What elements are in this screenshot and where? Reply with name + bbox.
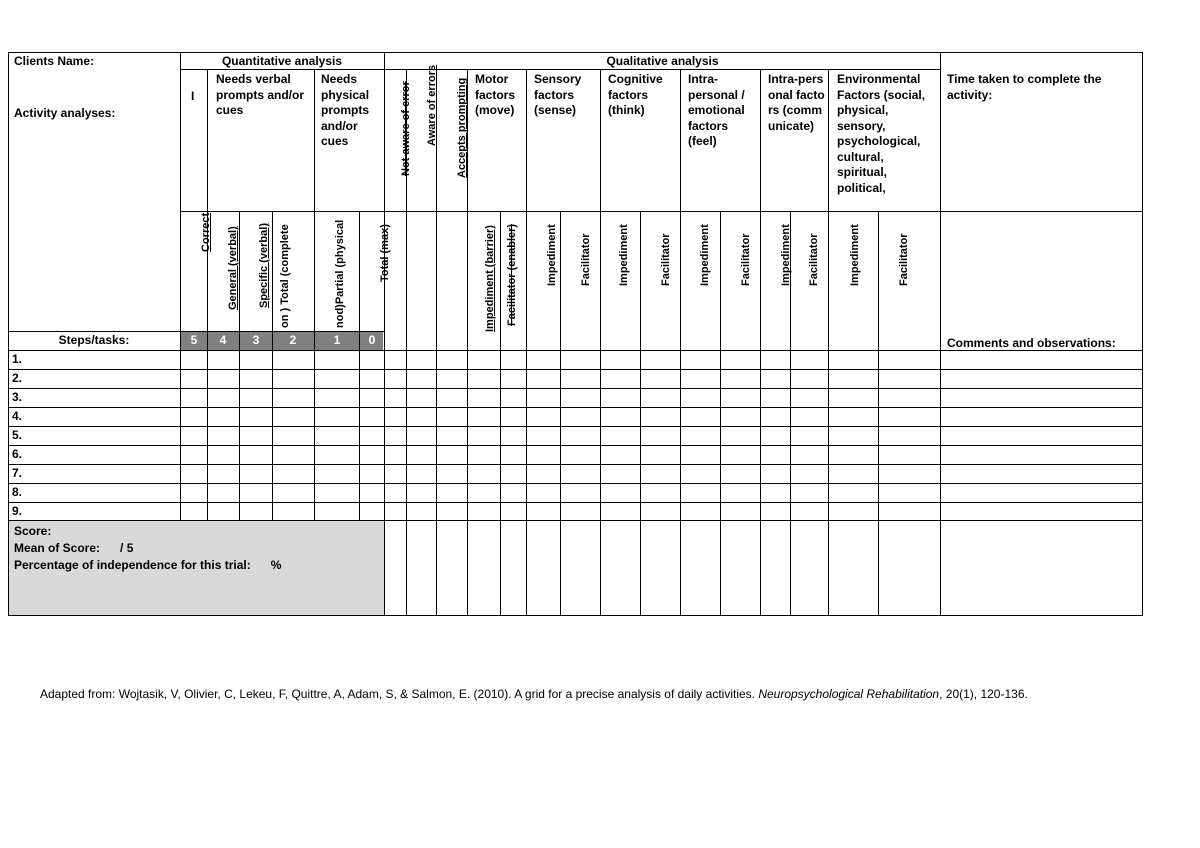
- sensory-factors-header: Sensory factors (sense): [534, 72, 582, 117]
- step-row-label: 7.: [12, 466, 23, 480]
- score-0: 0: [368, 333, 376, 347]
- journal-name: Neuropsychological Rehabilitation: [758, 687, 940, 701]
- step-row-label: 5.: [12, 428, 23, 442]
- score-4: 4: [219, 333, 227, 347]
- activity-analyses-label: Activity analyses:: [14, 106, 116, 120]
- score-label: Score:: [14, 524, 52, 538]
- steps-tasks-label: Steps/tasks:: [58, 333, 130, 347]
- impediment-subheader-sensory: Impediment: [546, 224, 558, 286]
- impediment-barrier-subheader: Impediment (barrier): [484, 225, 496, 332]
- citation-volume: , 20(1), 120-136.: [939, 687, 1028, 701]
- facilitator-subheader-cognitive: Facilitator: [660, 233, 672, 286]
- step-row-label: 4.: [12, 409, 23, 423]
- facilitator-enabler-subheader: Facilitator (enabler): [506, 223, 518, 326]
- partial-physical-subheader: nod)Partial (physical: [334, 219, 346, 328]
- score-2: 2: [289, 333, 297, 347]
- cognitive-factors-header: Cognitive factors (think): [608, 72, 663, 117]
- step-row-label: 1.: [12, 352, 23, 366]
- general-verbal-subheader: General (verbal): [227, 226, 239, 310]
- impediment-subheader-cognitive: Impediment: [618, 224, 630, 286]
- impediment-subheader-environmental: Impediment: [849, 224, 861, 286]
- score-scale-shading: [180, 331, 383, 350]
- qualitative-analysis-header: Qualitative analysis: [606, 54, 719, 68]
- clients-name-label: Clients Name:: [14, 54, 95, 68]
- step-row-label: 2.: [12, 371, 23, 385]
- step-row-label: 6.: [12, 447, 23, 461]
- mean-score-label: Mean of Score: / 5: [14, 541, 134, 555]
- quantitative-analysis-header: Quantitative analysis: [221, 54, 343, 68]
- score-5: 5: [190, 333, 198, 347]
- environmental-factors-header: Environmental Factors (social, physical, sensory, psychological, cultural, spiritual, political,: [837, 72, 926, 195]
- facilitator-subheader-emotional: Facilitator: [740, 233, 752, 286]
- impediment-subheader-emotional: Impediment: [699, 224, 711, 286]
- motor-factors-header: Motor factors (move): [475, 72, 516, 117]
- facilitator-subheader-environmental: Facilitator: [898, 233, 910, 286]
- independent-header: I: [191, 89, 195, 103]
- step-row-label: 9.: [12, 504, 23, 518]
- intra-emotional-header: Intra-personal / emotional factors (feel): [688, 72, 745, 148]
- comments-label: Comments and observations:: [947, 336, 1116, 350]
- specific-verbal-subheader: Specific (verbal): [258, 223, 270, 308]
- score-3: 3: [252, 333, 260, 347]
- facilitator-subheader-communicate: Facilitator: [808, 233, 820, 286]
- accepts-prompting-header: Accepts prompting: [456, 77, 468, 178]
- intra-communicate-header: Intra-personal factors (communicate): [768, 72, 825, 133]
- correct-subheader: Correct: [200, 212, 212, 252]
- percentage-independence-label: Percentage of independence for this trial: %: [14, 558, 282, 572]
- verbal-prompts-header: Needs verbal prompts and/or cues: [216, 72, 305, 117]
- score-1: 1: [333, 333, 341, 347]
- citation-text: Adapted from: Wojtasik, V, Olivier, C, Lekeu, F, Quittre, A, Adam, S, & Salmon, E. (2010). A grid for a precise analysis of daily activities.: [40, 687, 759, 701]
- aware-errors-header: Aware of errors: [426, 64, 438, 146]
- citation-footer: [40, 684, 1170, 704]
- facilitator-subheader-sensory: Facilitator: [580, 233, 592, 286]
- total-max-subheader: Total (max): [379, 224, 391, 282]
- physical-prompts-header: Needs physical prompts and/or cues: [321, 72, 370, 148]
- time-taken-label: Time taken to complete the activity:: [947, 72, 1102, 102]
- total-complete-subheader: on ) Total (complete: [279, 224, 291, 328]
- impediment-subheader-communicate: Impediment: [780, 224, 792, 286]
- step-row-label: 8.: [12, 485, 23, 499]
- step-row-label: 3.: [12, 390, 23, 404]
- not-aware-error-header: Not aware of error: [400, 81, 412, 176]
